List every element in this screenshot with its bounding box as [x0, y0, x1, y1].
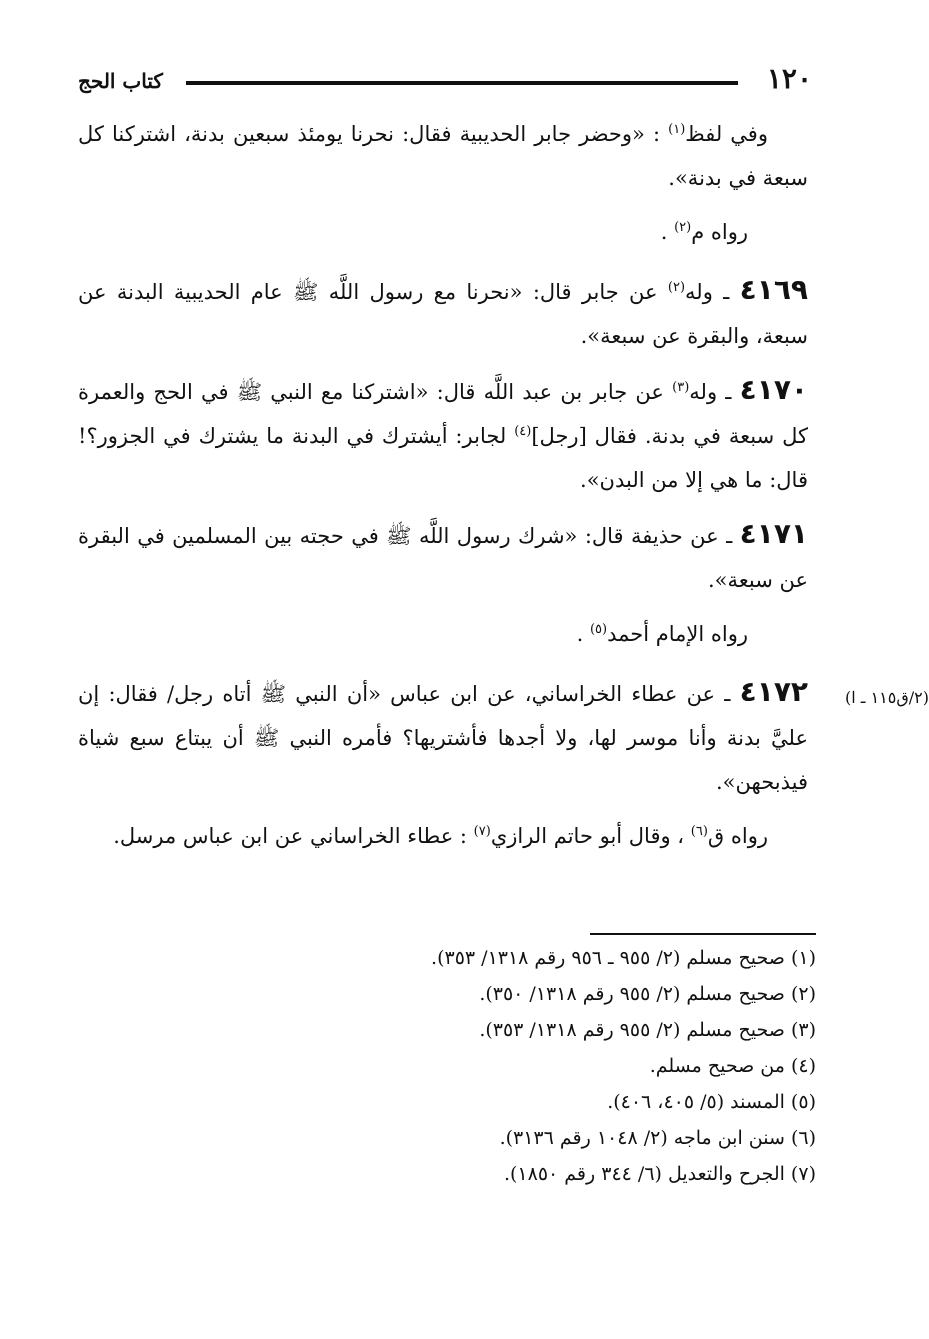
narration-source — [78, 210, 808, 254]
hadith-4172 — [78, 670, 808, 804]
footnote-ref: (١) — [668, 122, 686, 137]
paragraph-text: ـ وله — [689, 380, 740, 404]
footnote-ref: (٢) — [674, 220, 692, 235]
paragraph-text: لجابر: أيشترك في البدنة ما يشترك في الجزور؟! قال: ما هي إلا من البدن». — [78, 424, 808, 492]
footnote-ref: (٧) — [473, 824, 491, 839]
footnote: (١) صحيح مسلم (٢/ ٩٥٥ ـ ٩٥٦ رقم ١٣١٨/ ٣٥٣). — [431, 947, 816, 969]
paragraph-text: عن جابر قال: «نحرنا مع رسول اللَّه ﷺ عام الحديبية البدنة عن سبعة، والبقرة عن سبعة». — [78, 280, 808, 348]
footnote: (٤) من صحيح مسلم. — [649, 1055, 816, 1077]
paragraph-text: : عطاء الخراساني عن ابن عباس مرسل. — [113, 824, 474, 848]
footnotes — [200, 940, 816, 1192]
hadith-number: ٤١٧١ — [739, 517, 808, 550]
footnote-separator — [590, 933, 816, 935]
hadith-4169 — [78, 268, 808, 358]
footnote-ref: (٤) — [514, 424, 532, 439]
paragraph-text: رواه الإمام أحمد — [607, 622, 748, 646]
paragraph-text: ، وقال أبو حاتم الرازي — [490, 824, 691, 848]
footnote: (٣) صحيح مسلم (٢/ ٩٥٥ رقم ١٣١٨/ ٣٥٣). — [479, 1019, 816, 1041]
paragraph-text: ـ وله — [685, 280, 740, 304]
hadith-number: ٤١٧٠ — [739, 373, 808, 406]
footnote-ref: (٣) — [672, 380, 690, 395]
footnote: (٥) المسند (٥/ ٤٠٥، ٤٠٦). — [607, 1091, 816, 1113]
paragraph-text: ـ عن عطاء الخراساني، عن ابن عباس «أن النبي ﷺ أتاه رجل/ فقال: إن عليَّ بدنة وأنا موسر لها، ولا أجدها فأشتريها؟ فأمره النبي ﷺ أن يبتاع سبع شياة فيذبحهن». — [78, 682, 808, 794]
paragraph-text: . — [660, 220, 675, 244]
main-text — [78, 112, 808, 868]
paragraph-text: رواه ق — [707, 824, 768, 848]
page-header — [78, 62, 812, 102]
narration-commentary — [78, 814, 808, 858]
page-number: ١٢٠ — [766, 62, 812, 95]
book-title: كتاب الحج — [78, 69, 163, 93]
hadith-4170 — [78, 368, 808, 502]
paragraph-text: وفي لفظ — [685, 122, 768, 146]
narration-source — [78, 612, 808, 656]
footnote-ref: (٥) — [589, 622, 608, 637]
paragraph-text: ـ عن حذيفة قال: «شرك رسول اللَّه ﷺ في حجته بين المسلمين في البقرة عن سبعة». — [78, 524, 808, 592]
footnote: (٧) الجرح والتعديل (٦/ ٣٤٤ رقم ١٨٥٠). — [503, 1163, 816, 1185]
hadith-number: ٤١٧٢ — [739, 675, 808, 708]
footnote-ref: (٢) — [667, 280, 686, 295]
paragraph-text: . — [576, 622, 590, 646]
footnote: (٢) صحيح مسلم (٢/ ٩٥٥ رقم ١٣١٨/ ٣٥٠). — [479, 983, 816, 1005]
paragraph-text: رواه م — [691, 220, 748, 244]
header-rule — [186, 81, 738, 85]
manuscript-margin-note: (٢/ق١١٥ ـ ا) — [845, 688, 929, 707]
paragraph-text: عن جابر بن عبد اللَّه قال: «اشتركنا مع النبي ﷺ في الحج والعمرة كل سبعة في بدنة. فقال [رجل] — [78, 380, 808, 448]
hadith-4171 — [78, 512, 808, 602]
footnote: (٦) سنن ابن ماجه (٢/ ١٠٤٨ رقم ٣١٣٦). — [499, 1127, 816, 1149]
paragraph-text: : «وحضر جابر الحديبية فقال: نحرنا يومئذ سبعين بدنة، اشتركنا كل سبعة في بدنة». — [78, 122, 808, 190]
paragraph-variant-wording — [78, 112, 808, 200]
hadith-number: ٤١٦٩ — [739, 273, 808, 306]
footnote-ref: (٦) — [690, 824, 708, 839]
